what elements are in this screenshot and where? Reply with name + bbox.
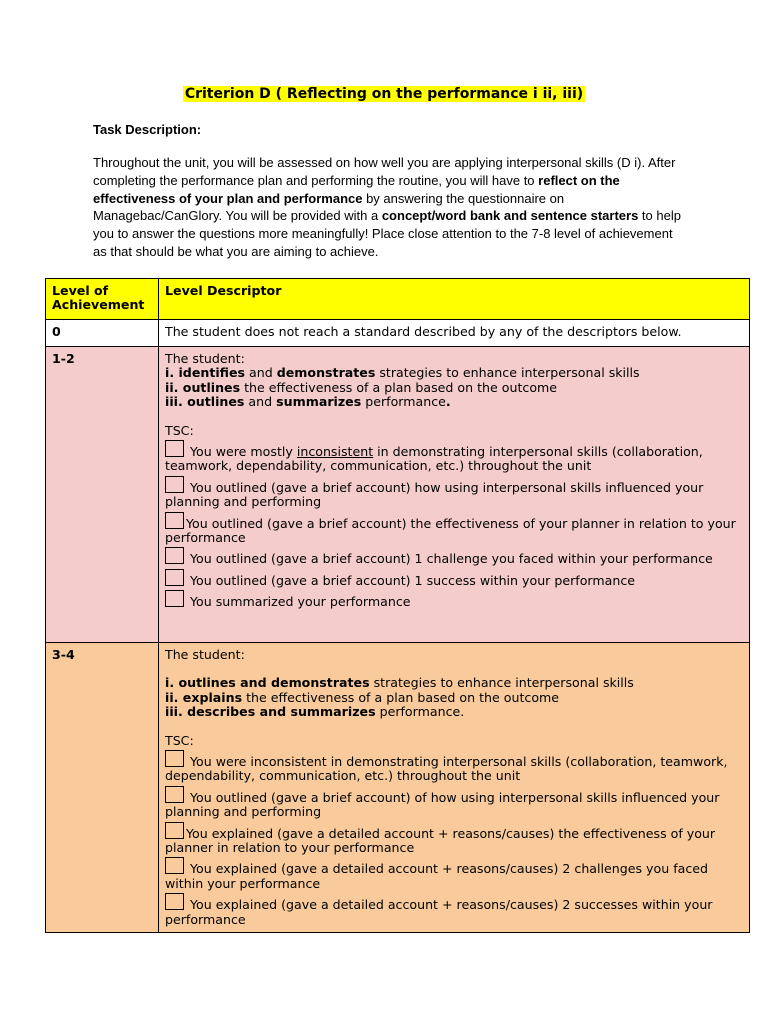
descriptor-cell: The student does not reach a standard described by any of the descriptors below. <box>159 320 750 347</box>
header-descriptor: Level Descriptor <box>159 279 750 320</box>
checklist-text: You outlined (gave a brief account) how using interpersonal skills influenced your planning and performing <box>165 479 704 510</box>
descriptor-line <box>165 381 743 395</box>
descriptor-bold: i. identifies <box>165 365 246 381</box>
level-cell: 1-2 <box>46 347 159 643</box>
checklist-text: You explained (gave a detailed account + reasons/causes) 2 challenges you faced within your performance <box>165 861 709 891</box>
checkbox[interactable] <box>165 569 184 586</box>
checklist-text: You explained (gave a detailed account + reasons/causes) 2 successes within your performance <box>165 897 713 927</box>
descriptor-line <box>165 676 743 690</box>
checkbox[interactable] <box>165 440 184 457</box>
descriptor-intro: The student: <box>165 351 245 366</box>
checklist-item <box>165 569 743 588</box>
checklist-text: You outlined (gave a brief account) 1 success within your performance <box>186 572 636 588</box>
checklist-text: You were mostly <box>186 444 297 460</box>
spacer <box>165 410 743 424</box>
checklist-item <box>165 512 743 546</box>
descriptor-bold: demonstrates <box>276 365 376 381</box>
task-bold-1: reflect on the effectiveness of your plan and performance <box>93 172 620 206</box>
descriptor-bold: i. outlines and demonstrates <box>165 675 370 691</box>
checkbox[interactable] <box>165 822 184 839</box>
table-row <box>46 320 750 347</box>
task-text-2: by answering the questionnaire on Managebac/CanGlory. You will be provided with a <box>93 190 565 224</box>
descriptor-text: performance <box>361 394 446 410</box>
header-level: Level of Achievement <box>46 279 159 320</box>
tsc-label: TSC: <box>165 732 194 748</box>
checkbox[interactable] <box>165 547 184 564</box>
descriptor-bold: ii. outlines <box>165 379 241 395</box>
descriptor-text: and <box>245 365 277 381</box>
checklist-text: in demonstrating interpersonal skills (collaboration, teamwork, dependability, communication, etc.) throughout the unit <box>165 444 703 474</box>
descriptor-text: strategies to enhance interpersonal skills <box>369 675 634 691</box>
task-heading: Task Description: <box>93 122 202 137</box>
descriptor-text: performance. <box>375 704 465 720</box>
checklist-item <box>165 822 743 856</box>
level-cell: 3-4 <box>46 643 159 933</box>
task-text-1: Throughout the unit, you will be assessed on how well you are applying interpersonal skills (D i). After completing the performance plan and performing the routine, you will have to <box>93 155 676 188</box>
spacer <box>165 662 743 676</box>
descriptor-cell <box>159 347 750 643</box>
checklist-item <box>165 590 743 609</box>
checkbox[interactable] <box>165 512 184 529</box>
spacer <box>165 720 743 734</box>
descriptor-text: and <box>244 394 277 410</box>
descriptor-bold: ii. explains <box>165 689 243 705</box>
descriptor-line <box>165 691 743 705</box>
checkbox[interactable] <box>165 893 184 910</box>
checklist-text: You outlined (gave a brief account) 1 challenge you faced within your performance <box>186 551 713 567</box>
checkbox[interactable] <box>165 786 184 803</box>
checklist-item <box>165 750 743 784</box>
rubric-table <box>45 278 750 933</box>
page-title <box>0 86 768 102</box>
task-description <box>93 154 683 261</box>
descriptor-bold: summarizes <box>276 394 362 410</box>
task-text-3: to help you to answer the questions more meaningfully! Place close attention to the 7-8 level of achievement as that should be what you are aiming to achieve. <box>93 208 681 259</box>
checkbox[interactable] <box>165 857 184 874</box>
checklist-text: You outlined (gave a brief account) the effectiveness of your planner in relation to your performance <box>165 515 736 546</box>
checklist-item <box>165 857 743 891</box>
descriptor-line <box>165 366 743 380</box>
checklist-text: You summarized your performance <box>186 594 411 610</box>
table-header-row <box>46 279 750 320</box>
descriptor-line <box>165 395 743 409</box>
descriptor-bold: iii. outlines <box>165 394 245 410</box>
descriptor-bold: . <box>445 394 451 410</box>
descriptor-text: the effectiveness of a plan based on the outcome <box>240 379 558 395</box>
level-cell: 0 <box>46 320 159 347</box>
task-bold-2: concept/word bank and sentence starters <box>381 208 639 224</box>
checklist-text: You outlined (gave a brief account) of how using interpersonal skills influenced your planning and performing <box>165 789 720 820</box>
title-highlight: Criterion D ( Reflecting on the performance i ii, iii) <box>184 86 584 102</box>
descriptor-text: strategies to enhance interpersonal skills <box>375 365 640 381</box>
checklist-underlined: inconsistent <box>296 444 374 460</box>
descriptor-bold: iii. describes and summarizes <box>165 704 376 720</box>
table-row <box>46 643 750 933</box>
checkbox[interactable] <box>165 476 184 493</box>
checklist-item <box>165 440 743 474</box>
tsc-label: TSC: <box>165 422 194 438</box>
checklist-item <box>165 547 743 566</box>
checklist-text: You explained (gave a detailed account + reasons/causes) the effectiveness of your planner in relation to your performance <box>165 825 716 856</box>
descriptor-intro: The student: <box>165 647 245 662</box>
checklist-text: You were inconsistent in demonstrating interpersonal skills (collaboration, teamwork, dependability, communication, etc.) throughout the unit <box>165 754 728 784</box>
descriptor-cell <box>159 643 750 933</box>
checkbox[interactable] <box>165 590 184 607</box>
checkbox[interactable] <box>165 750 184 767</box>
checklist-item <box>165 786 743 820</box>
descriptor-line <box>165 705 743 719</box>
checklist-item <box>165 476 743 510</box>
table-row <box>46 347 750 643</box>
checklist-item <box>165 893 743 927</box>
descriptor-text: the effectiveness of a plan based on the outcome <box>242 689 560 705</box>
